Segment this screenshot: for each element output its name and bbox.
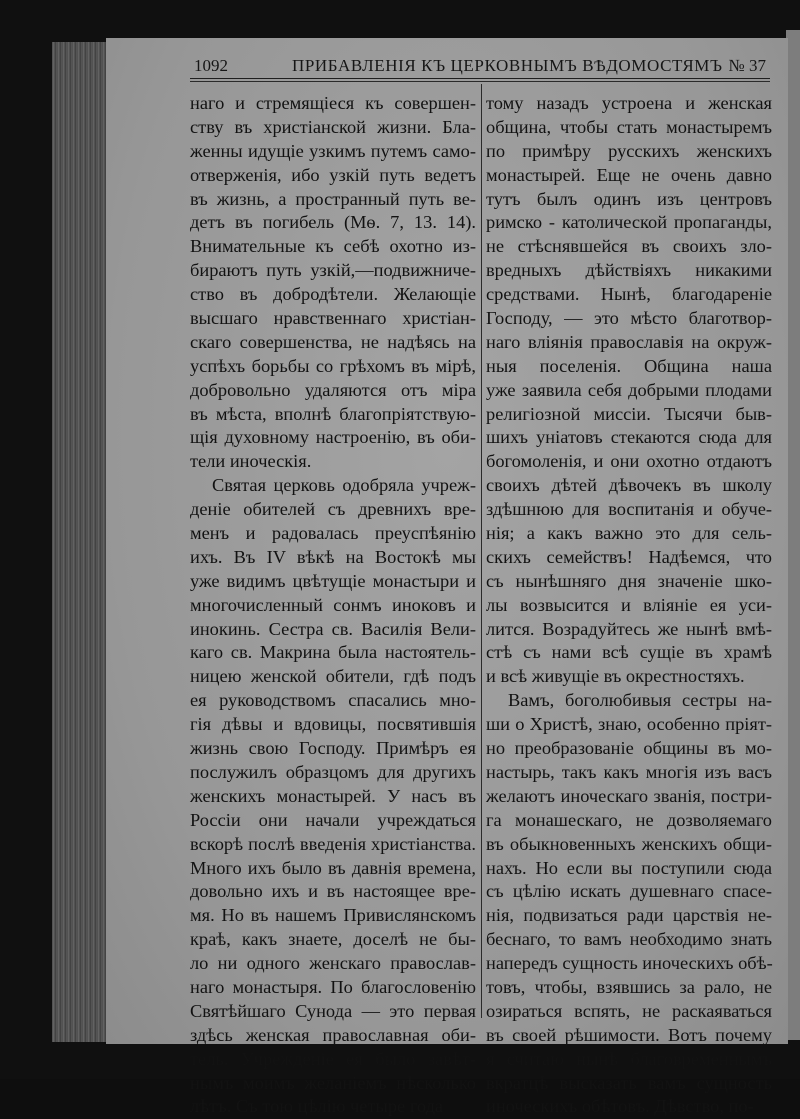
text-line: религіозной миссіи. Тысячи быв-: [486, 403, 772, 424]
text-line: довольно ихъ и въ настоящее вре-: [190, 881, 476, 902]
text-line: многочисленный сонмъ иноковъ и: [190, 594, 476, 615]
text-line: ницею женской обители, гдѣ подъ: [190, 666, 476, 687]
text-line: тому назадъ устроена и женская: [486, 93, 772, 113]
text-line: община, чтобы стать монастыремъ: [486, 116, 772, 137]
text-line: нія; а какъ важно это для сель-: [486, 523, 772, 544]
text-line: но преобразованіе общины въ мо-: [486, 738, 772, 759]
text-line: настырь, такъ какъ многія изъ васъ: [486, 761, 772, 782]
text-line: товъ, чтобы, взявшись за рало, не: [486, 976, 772, 997]
text-line: ство въ добродѣтели. Желающіе: [190, 284, 476, 305]
text-line: ло ни одного женскаго православ-: [190, 953, 476, 974]
text-line: наго и стремящіеся къ совершен-: [190, 93, 476, 113]
text-line: желаютъ иноческаго званія, постри-: [486, 785, 772, 806]
text-line: отверженія, ибо узкій путь ведетъ: [190, 164, 476, 185]
text-line: гія дѣвы и вдовицы, посвятившія: [190, 714, 476, 735]
text-line: детъ въ погибель (Мѳ. 7, 13. 14).: [190, 212, 476, 233]
text-line: богомоленія, и они охотно отдаютъ: [486, 451, 772, 472]
text-line: высшаго нравственнаго христіан-: [190, 308, 476, 329]
facing-page-edge: [786, 30, 800, 1040]
text-line: ея руководствомъ спасались мно-: [190, 690, 476, 711]
text-line: Господу, — это мѣсто благотвор-: [486, 308, 772, 329]
text-line: и всѣ живущіе въ окрестностяхъ.: [486, 666, 745, 687]
text-line: ши о Христѣ, знаю, особенно пріят-: [486, 714, 772, 735]
text-line: Внимательные къ себѣ охотно из-: [190, 236, 476, 257]
text-line: монастырей. Еще не очень давно: [486, 164, 772, 185]
text-line: наго вліянія православія на окруж-: [486, 331, 772, 352]
text-line: по примѣру русскихъ женскихъ: [486, 140, 772, 161]
text-line: Святѣйшаго Сунода — это первая: [190, 1000, 476, 1021]
book-page-edges: [52, 42, 108, 1042]
text-line: тели иноческія.: [190, 451, 312, 472]
text-line: я считаю нынѣ благовременнымъ: [486, 1048, 772, 1069]
right-text-column: [486, 92, 772, 1119]
book-page: [106, 38, 788, 1117]
text-line: добровольно удаляются отъ міра: [190, 379, 476, 400]
page-number: 1092: [194, 56, 228, 75]
text-line: вскорѣ послѣ введенія христіанства.: [190, 833, 476, 854]
issue-number: № 37: [728, 56, 766, 75]
text-line: стѣ съ нами всѣ сущіе въ храмѣ: [486, 642, 772, 663]
text-line: Святая церковь одобряла учреж-: [212, 475, 476, 496]
text-line: озираться вспять, не раскаяваться: [486, 1000, 772, 1021]
text-line: ихъ. Въ IV вѣкѣ на Востокѣ мы: [190, 546, 476, 567]
text-line: въ своей рѣшимости. Вотъ почему: [486, 1024, 772, 1045]
text-line: вредныхъ дѣйствіяхъ никакими: [486, 260, 772, 281]
text-line: напередъ сущность иноческихъ обѣ-: [486, 953, 773, 974]
text-line: нымъ моимъ желаніемъ нѣсколько: [190, 1072, 476, 1093]
text-line: лы возвысится и вліяніе ея уси-: [486, 594, 772, 615]
text-line: каго св. Макрина была настоятель-: [190, 642, 476, 663]
header-rule-secondary: [190, 81, 770, 82]
text-line: Вамъ, боголюбивыя сестры на-: [508, 690, 772, 711]
text-line: своихъ дѣтей дѣвочекъ въ школу: [486, 475, 772, 496]
text-line: шихъ уніатовъ стекаются сюда для: [486, 427, 772, 448]
text-line: менъ и радовалась преуспѣянію: [190, 523, 476, 544]
text-line: деніе обителей съ древнихъ вре-: [190, 499, 476, 520]
text-line: женскихъ монастырей. У насъ въ: [190, 785, 476, 806]
left-text-column: [190, 92, 476, 1119]
text-line: Много ихъ было въ давнія времена,: [190, 857, 476, 878]
text-line: тель. Учрежденіе ея было завѣт-: [190, 1048, 476, 1069]
text-line: римско - католической пропаганды,: [486, 212, 772, 233]
text-line: съ нынѣшняго дня значеніе шко-: [486, 570, 772, 591]
text-line: женны идущіе узкимъ путемъ само-: [190, 140, 476, 161]
text-line: бираютъ путь узкій,—подвижничe-: [190, 260, 476, 281]
text-line: послужилъ образцомъ для другихъ: [190, 761, 476, 782]
text-line: Россіи они начали учреждаться: [190, 809, 476, 830]
text-line: въ обыкновенныхъ женскихъ общи-: [486, 833, 772, 854]
header-rule: [190, 78, 770, 79]
text-line: не стѣснявшейся въ своихъ зло-: [486, 236, 772, 257]
running-title: ПРИБАВЛЕНІЯ КЪ ЦЕРКОВНЫМЪ ВѢДОМОСТЯМЪ: [292, 56, 723, 75]
text-line: скихъ семействъ! Надѣемся, что: [486, 546, 772, 567]
text-line: здѣшнюю для воспитанія и обуче-: [486, 499, 772, 520]
text-line: наго монастыря. По благословенію: [190, 976, 476, 997]
text-line: беснаго, то вамъ необходимо знать: [486, 929, 772, 950]
text-line: здѣсь женская православная оби-: [190, 1024, 476, 1045]
text-line: ныя поселенія. Община наша: [486, 355, 772, 376]
text-line: жизнь свою Господу. Примѣръ ея: [190, 738, 476, 759]
text-line: въ жизнь, а пространный путь ве-: [190, 188, 476, 209]
text-line: уже заявила себя добрыми плодами: [486, 379, 772, 400]
text-line: средствами. Нынѣ, благодареніе: [486, 284, 772, 305]
text-line: тутъ былъ одинъ изъ центровъ: [486, 188, 772, 209]
column-divider: [481, 84, 482, 1018]
text-line: съ цѣлію искать душевнаго спасе-: [486, 881, 772, 902]
text-line: вкратцѣ высказать вамъ сущность: [486, 1072, 772, 1093]
text-line: краѣ, какъ знаете, доселѣ не бы-: [190, 929, 476, 950]
text-line: га монашескаго, не дозволяемаго: [486, 809, 772, 830]
text-line: лится. Возрадуйтесь же нынѣ вмѣ-: [486, 618, 772, 639]
text-line: уже видимъ цвѣтущіе монастыри и: [190, 570, 476, 591]
text-line: ству въ христіанской жизни. Бла-: [190, 116, 476, 137]
text-line: инокинь. Сестра св. Василія Вели-: [190, 618, 476, 639]
text-line: нахъ. Но если вы поступили сюда: [486, 857, 772, 878]
text-line: щія духовному настроенію, въ оби-: [190, 427, 476, 448]
running-header: [194, 54, 766, 78]
text-line: мя. Но въ нашемъ Привислянскомъ: [190, 905, 476, 926]
text-line: лѣтъ. Съ тою цѣлію четыре года: [190, 1096, 444, 1117]
text-line: скаго совершенства, не надѣясь на: [190, 331, 476, 352]
text-line: иноческихъ обѣтовъ. Дѣвство, по-: [486, 1096, 754, 1117]
text-line: въ мѣста, вполнѣ благопріятствую-: [190, 403, 476, 424]
text-line: нія, подвизаться ради царствія не-: [486, 905, 772, 926]
text-line: успѣхъ борьбы со грѣхомъ въ мірѣ,: [190, 355, 476, 376]
